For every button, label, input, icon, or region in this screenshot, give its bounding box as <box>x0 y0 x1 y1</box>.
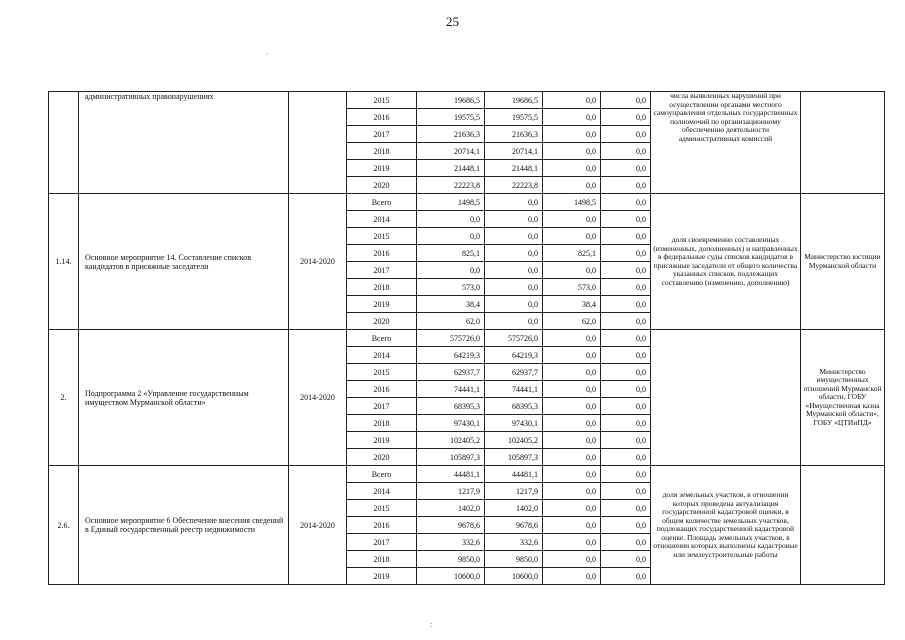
value-cell: 0,0 <box>543 126 601 143</box>
period-cell: 2014-2020 <box>289 194 347 330</box>
year-cell: 2015 <box>347 228 417 245</box>
value-cell: 0,0 <box>601 177 651 194</box>
year-cell: 2018 <box>347 551 417 568</box>
value-cell: 97430,1 <box>485 415 543 432</box>
value-cell: 575726,0 <box>485 330 543 347</box>
description-cell: Основное мероприятие 14. Составление списков кандидатов в присяжные заседатели <box>79 194 289 330</box>
value-cell: 0,0 <box>601 228 651 245</box>
value-cell: 10600,0 <box>485 568 543 585</box>
total-cell: 332,6 <box>417 534 485 551</box>
total-cell: 22223,8 <box>417 177 485 194</box>
value-cell: 0,0 <box>543 568 601 585</box>
total-cell: 97430,1 <box>417 415 485 432</box>
value-cell: 0,0 <box>601 296 651 313</box>
total-cell: 21636,3 <box>417 126 485 143</box>
year-cell: 2019 <box>347 568 417 585</box>
value-cell: 0,0 <box>543 415 601 432</box>
year-cell: Всего <box>347 330 417 347</box>
description-cell: Основное мероприятие 6 Обеспечение внесения сведений в Единый государственный реестр недвижимости <box>79 466 289 585</box>
value-cell: 332,6 <box>485 534 543 551</box>
value-cell: 44481,1 <box>485 466 543 483</box>
table-row <box>49 466 885 483</box>
value-cell: 0,0 <box>601 534 651 551</box>
value-cell: 0,0 <box>543 381 601 398</box>
scan-speck: · <box>266 50 269 59</box>
year-cell: 2014 <box>347 347 417 364</box>
value-cell: 0,0 <box>543 398 601 415</box>
table-row <box>49 194 885 211</box>
value-cell: 0,0 <box>543 347 601 364</box>
value-cell: 0,0 <box>543 500 601 517</box>
year-cell: 2019 <box>347 432 417 449</box>
value-cell: 20714,1 <box>485 143 543 160</box>
value-cell: 0,0 <box>601 432 651 449</box>
total-cell: 0,0 <box>417 262 485 279</box>
total-cell: 21448,1 <box>417 160 485 177</box>
total-cell: 38,4 <box>417 296 485 313</box>
value-cell: 62937,7 <box>485 364 543 381</box>
value-cell: 68395,3 <box>485 398 543 415</box>
total-cell: 74441,1 <box>417 381 485 398</box>
total-cell: 64219,3 <box>417 347 485 364</box>
value-cell: 0,0 <box>543 466 601 483</box>
indicator-cell: доля своевременно составленных (измененных, дополненных) и направленных в федеральные суды списков кандидатов в присяжные заседатели от общего количества указанных списков, подлежащих составлению (изменению, дополнению) <box>651 194 801 330</box>
total-cell: 1217,9 <box>417 483 485 500</box>
value-cell: 0,0 <box>543 432 601 449</box>
value-cell: 0,0 <box>601 279 651 296</box>
value-cell: 0,0 <box>543 551 601 568</box>
value-cell: 0,0 <box>601 483 651 500</box>
executor-cell <box>801 466 885 585</box>
value-cell: 19575,5 <box>485 109 543 126</box>
value-cell: 22223,8 <box>485 177 543 194</box>
year-cell: 2016 <box>347 245 417 262</box>
value-cell: 0,0 <box>601 109 651 126</box>
year-cell: 2016 <box>347 109 417 126</box>
value-cell: 0,0 <box>543 330 601 347</box>
year-cell: 2017 <box>347 262 417 279</box>
value-cell: 64219,3 <box>485 347 543 364</box>
year-cell: 2015 <box>347 92 417 109</box>
year-cell: Всего <box>347 194 417 211</box>
year-cell: 2017 <box>347 126 417 143</box>
executor-cell <box>801 92 885 194</box>
year-cell: 2018 <box>347 415 417 432</box>
value-cell: 0,0 <box>601 160 651 177</box>
total-cell: 1498,5 <box>417 194 485 211</box>
value-cell: 0,0 <box>601 330 651 347</box>
year-cell: 2018 <box>347 143 417 160</box>
total-cell: 62937,7 <box>417 364 485 381</box>
total-cell: 575726,0 <box>417 330 485 347</box>
total-cell: 9850,0 <box>417 551 485 568</box>
year-cell: 2020 <box>347 177 417 194</box>
value-cell: 573,0 <box>543 279 601 296</box>
value-cell: 1217,9 <box>485 483 543 500</box>
table-row <box>49 330 885 347</box>
year-cell: 2015 <box>347 364 417 381</box>
value-cell: 0,0 <box>543 211 601 228</box>
total-cell: 19575,5 <box>417 109 485 126</box>
year-cell: 2016 <box>347 517 417 534</box>
value-cell: 0,0 <box>485 313 543 330</box>
value-cell: 0,0 <box>601 143 651 160</box>
period-cell: 2014-2020 <box>289 466 347 585</box>
value-cell: 0,0 <box>543 160 601 177</box>
value-cell: 0,0 <box>601 92 651 109</box>
value-cell: 0,0 <box>485 194 543 211</box>
year-cell: 2018 <box>347 279 417 296</box>
value-cell: 0,0 <box>543 92 601 109</box>
value-cell: 0,0 <box>485 296 543 313</box>
value-cell: 0,0 <box>601 500 651 517</box>
year-cell: 2020 <box>347 313 417 330</box>
value-cell: 0,0 <box>601 211 651 228</box>
period-cell: 2014-2020 <box>289 330 347 466</box>
value-cell: 0,0 <box>485 262 543 279</box>
value-cell: 0,0 <box>601 466 651 483</box>
total-cell: 1402,0 <box>417 500 485 517</box>
executor-cell: Министерство юстиции Мурманской области <box>801 194 885 330</box>
value-cell: 105897,3 <box>485 449 543 466</box>
executor-cell: Министерство имущественных отношений Мурманской области, ГОБУ «Имущественная казна Мурманской области», ГОБУ «ЦТИиПД» <box>801 330 885 466</box>
row-number-cell: 2. <box>49 330 79 466</box>
total-cell: 0,0 <box>417 211 485 228</box>
value-cell: 0,0 <box>601 313 651 330</box>
total-cell: 0,0 <box>417 228 485 245</box>
value-cell: 0,0 <box>601 381 651 398</box>
description-cell: Подпрограмма 2 «Управление государственным имуществом Мурманской области» <box>79 330 289 466</box>
year-cell: 2020 <box>347 449 417 466</box>
value-cell: 102405,2 <box>485 432 543 449</box>
year-cell: 2014 <box>347 211 417 228</box>
value-cell: 825,1 <box>543 245 601 262</box>
value-cell: 0,0 <box>543 364 601 381</box>
value-cell: 0,0 <box>601 517 651 534</box>
total-cell: 9678,6 <box>417 517 485 534</box>
scan-speck: : <box>430 620 433 629</box>
value-cell: 1402,0 <box>485 500 543 517</box>
year-cell: 2017 <box>347 398 417 415</box>
year-cell: 2019 <box>347 296 417 313</box>
total-cell: 68395,3 <box>417 398 485 415</box>
value-cell: 0,0 <box>485 279 543 296</box>
total-cell: 20714,1 <box>417 143 485 160</box>
row-number-cell: 2.6. <box>49 466 79 585</box>
value-cell: 0,0 <box>543 534 601 551</box>
total-cell: 19686,5 <box>417 92 485 109</box>
indicator-cell: доля земельных участков, в отношении которых проведена актуализация государственной кадастровой оценки, в общем количестве земельных участков, подлежащих государственной кадастровой оценке. Площадь земельных участков, в отношении которых выполнены кадастровые или землеустроительные работы <box>651 466 801 585</box>
total-cell: 62,0 <box>417 313 485 330</box>
total-cell: 573,0 <box>417 279 485 296</box>
value-cell: 9678,6 <box>485 517 543 534</box>
total-cell: 10600,0 <box>417 568 485 585</box>
value-cell: 0,0 <box>543 483 601 500</box>
value-cell: 0,0 <box>543 177 601 194</box>
value-cell: 0,0 <box>601 245 651 262</box>
value-cell: 0,0 <box>601 568 651 585</box>
period-cell <box>289 92 347 194</box>
value-cell: 0,0 <box>543 517 601 534</box>
value-cell: 0,0 <box>485 245 543 262</box>
value-cell: 0,0 <box>601 262 651 279</box>
year-cell: 2019 <box>347 160 417 177</box>
value-cell: 0,0 <box>601 126 651 143</box>
value-cell: 74441,1 <box>485 381 543 398</box>
value-cell: 62,0 <box>543 313 601 330</box>
value-cell: 9850,0 <box>485 551 543 568</box>
value-cell: 0,0 <box>485 228 543 245</box>
value-cell: 21636,3 <box>485 126 543 143</box>
value-cell: 0,0 <box>601 449 651 466</box>
value-cell: 38,4 <box>543 296 601 313</box>
value-cell: 0,0 <box>543 228 601 245</box>
value-cell: 0,0 <box>601 551 651 568</box>
row-number-cell: 1.14. <box>49 194 79 330</box>
page-number: 25 <box>446 14 459 29</box>
description-cell: административных правонарушениях <box>79 92 289 194</box>
value-cell: 0,0 <box>601 364 651 381</box>
value-cell: 0,0 <box>543 109 601 126</box>
year-cell: Всего <box>347 466 417 483</box>
value-cell: 0,0 <box>543 449 601 466</box>
value-cell: 0,0 <box>601 415 651 432</box>
value-cell: 0,0 <box>543 262 601 279</box>
value-cell: 0,0 <box>601 194 651 211</box>
row-number-cell <box>49 92 79 194</box>
indicator-cell: числа выявленных нарушений при осуществлении органами местного самоуправления отдельных государственных полномочий по организационному обеспечению деятельности административных комиссий <box>651 92 801 194</box>
year-cell: 2016 <box>347 381 417 398</box>
value-cell: 1498,5 <box>543 194 601 211</box>
value-cell: 0,0 <box>543 143 601 160</box>
indicator-cell <box>651 330 801 466</box>
value-cell: 0,0 <box>485 211 543 228</box>
year-cell: 2014 <box>347 483 417 500</box>
total-cell: 105897,3 <box>417 449 485 466</box>
value-cell: 21448,1 <box>485 160 543 177</box>
year-cell: 2017 <box>347 534 417 551</box>
year-cell: 2015 <box>347 500 417 517</box>
program-table <box>48 91 882 585</box>
value-cell: 19686,5 <box>485 92 543 109</box>
value-cell: 0,0 <box>601 347 651 364</box>
value-cell: 0,0 <box>601 398 651 415</box>
total-cell: 44481,1 <box>417 466 485 483</box>
table-row <box>49 92 885 109</box>
total-cell: 102405,2 <box>417 432 485 449</box>
total-cell: 825,1 <box>417 245 485 262</box>
